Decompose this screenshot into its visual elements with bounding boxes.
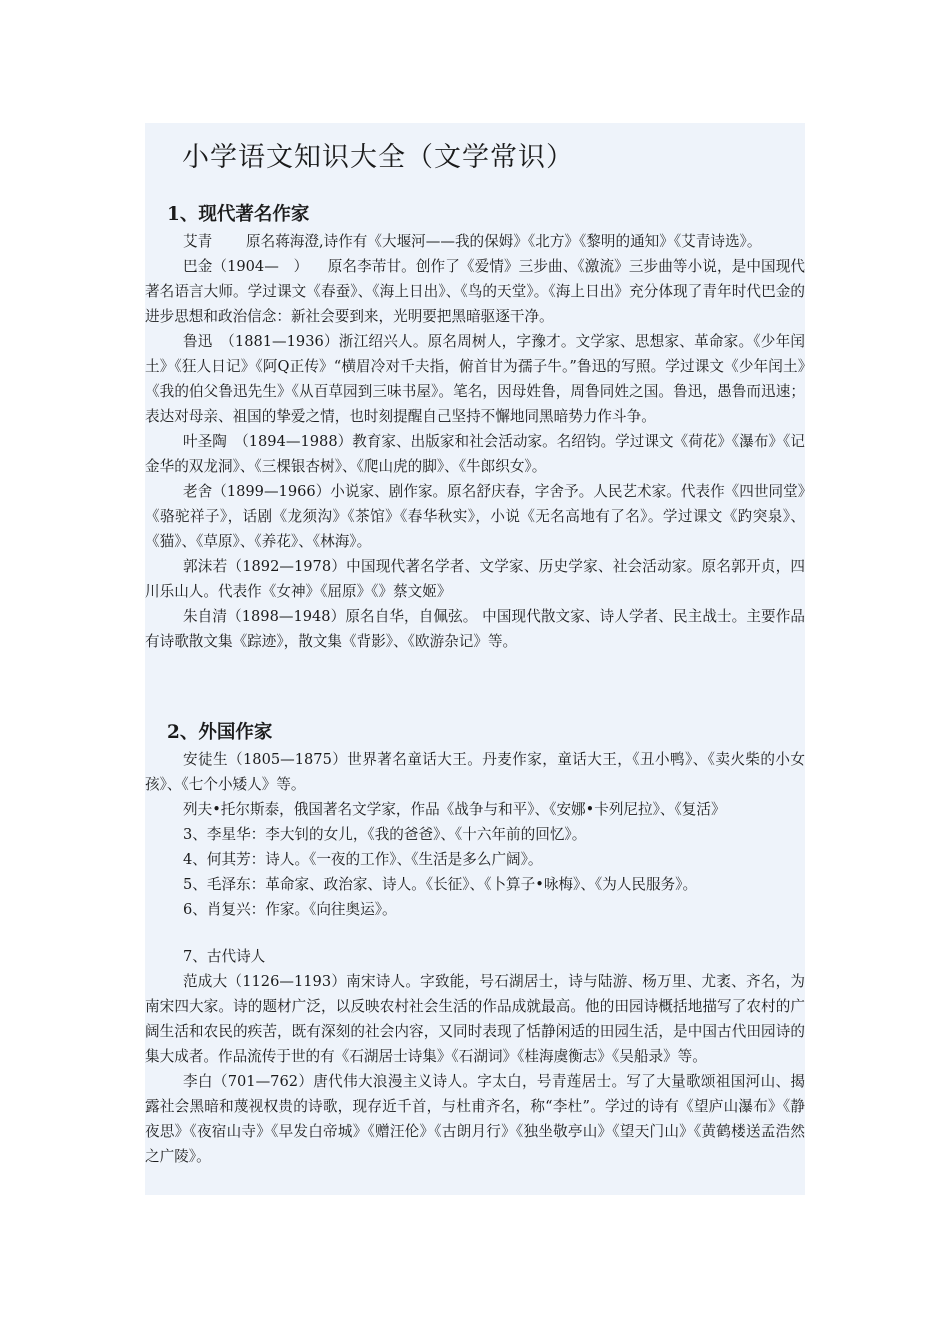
paragraph-li-bai: 李白（701—762）唐代伟大浪漫主义诗人。字太白，号青莲居士。写了大量歌颂祖国河山、揭露社会黑暗和蔑视权贵的诗歌，现存近千首，与杜甫齐名，称“李杜”。学过的诗有《望庐山瀑布》《静夜思》《夜宿山寺》《早发白帝城》《赠汪伦》《古朗月行》《独坐敬亭山》《望天门山》《黄鹤楼送孟浩然之广陵》。 [145,1073,805,1165]
paragraph-andersen: 安徒生（1805—1875）世界著名童话大王。丹麦作家，童话大王，《丑小鸭》、《卖火柴的小女孩》、《七个小矮人》等。 [145,751,805,793]
paragraph-guo-moruo: 郭沫若（1892—1978）中国现代著名学者、文学家、历史学家、社会活动家。原名郭开贞，四川乐山人。代表作《女神》《屈原》《》蔡文姬》 [145,558,805,600]
paragraph-lao-she: 老舍（1899—1966）小说家、剧作家。原名舒庆春，字舍予。人民艺术家。代表作《四世同堂》《骆驼祥子》，话剧《龙须沟》《茶馆》《春华秋实》，小说《无名高地有了名》。学过课文《趵突泉》、《猫》、《草原》、《养花》、《林海》。 [145,483,805,550]
paragraph-li-xinghua: 3、李星华：李大钊的女儿，《我的爸爸》、《十六年前的回忆》。 [183,826,587,843]
paragraph-he-qifang: 4、何其芳：诗人。《一夜的工作》、《生活是多么广阔》。 [183,851,543,868]
section-heading: 1、现代著名作家 [167,204,310,225]
paragraph-ai-qing: 艾青 原名蒋海澄,诗作有《大堰河——我的保姆》《北方》《黎明的通知》《艾青诗选》。 [183,233,762,250]
paragraph-ba-jin: 巴金（1904— ） 原名李芾甘。创作了《爱情》三步曲、《激流》三步曲等小说，是中国现代著名语言大师。学过课文《春蚕》、《海上日出》、《鸟的天堂》。《海上日出》充分体现了青年时代巴金的进步思想和政治信念：新社会要到来，光明要把黑暗驱逐干净。 [145,258,805,325]
document-page [145,123,805,1195]
paragraph-zhu-ziqing: 朱自清（1898—1948）原名自华，自佩弦。 中国现代散文家、诗人学者、民主战士。主要作品有诗歌散文集《踪迹》，散文集《背影》、《欧游杂记》等。 [145,608,805,650]
paragraph-xiao-fuxing: 6、肖复兴：作家。《向往奥运》。 [183,901,397,918]
paragraph-tolstoy: 列夫•托尔斯泰，俄国著名文学家，作品《战争与和平》、《安娜•卡列尼拉》、《复活》 [183,801,726,818]
section-foreign-writers [145,719,805,922]
section-ancient-poets [145,944,805,1169]
page-title: 小学语文知识大全（文学常识） [182,142,574,173]
paragraph-mao-zedong: 5、毛泽东：革命家、政治家、诗人。《长征》、《卜算子•咏梅》、《为人民服务》。 [183,876,698,893]
paragraph-ye-shengtao: 叶圣陶 （1894—1988）教育家、出版家和社会活动家。名绍钧。学过课文《荷花》《瀑布》《记金华的双龙洞》、《三棵银杏树》、《爬山虎的脚》、《牛郎织女》。 [145,433,805,475]
paragraph-fan-chengda: 范成大（1126—1193）南宋诗人。字致能，号石湖居士，诗与陆游、杨万里、尤袤、齐名，为南宋四大家。诗的题材广泛，以反映农村社会生活的作品成就最高。他的田园诗概括地描写了农村的广阔生活和农民的疾苦，既有深刻的社会内容，又同时表现了恬静闲适的田园生活，是中国古代田园诗的集大成者。作品流传于世的有《石湖居士诗集》《石湖词》《桂海虞衡志》《吴船录》等。 [145,973,805,1065]
section-heading: 2、外国作家 [167,722,273,743]
section-heading: 7、古代诗人 [183,948,266,965]
paragraph-lu-xun: 鲁迅 （1881—1936）浙江绍兴人。原名周树人，字豫才。文学家、思想家、革命家。《少年闰土》《狂人日记》《阿Q正传》“横眉冷对千夫指，俯首甘为孺子牛。”鲁迅的写照。学过课文《少年闰土》《我的伯父鲁迅先生》《从百草园到三味书屋》。笔名，因母姓鲁，周鲁同姓之国。鲁迅，愚鲁而迅速；表达对母亲、祖国的挚爱之情，也时刻提醒自己坚持不懈地同黑暗势力作斗争。 [145,333,805,425]
section-modern-writers [145,201,805,654]
